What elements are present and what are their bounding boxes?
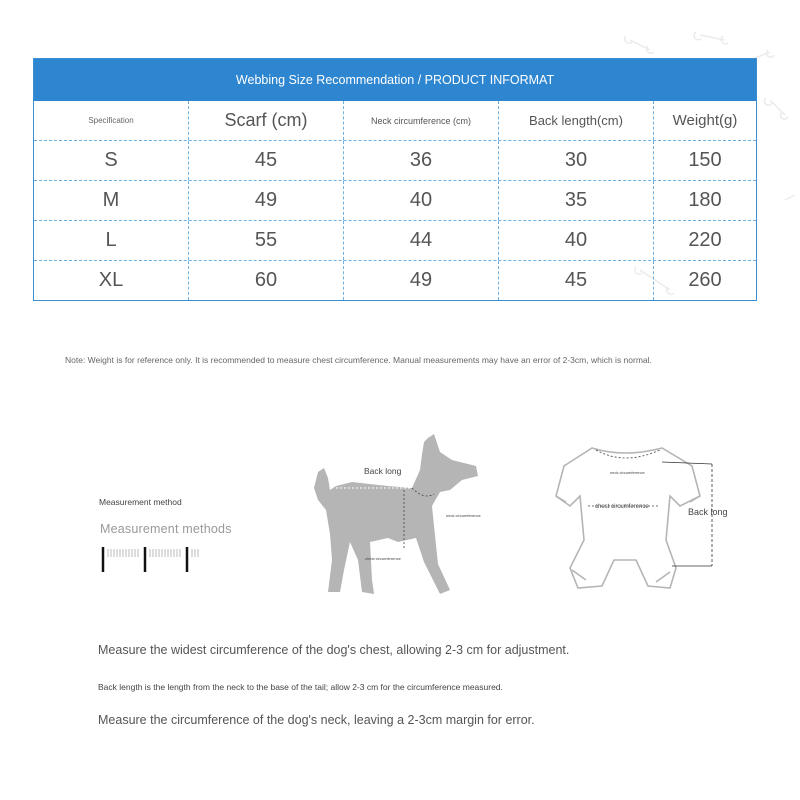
- method-subtitle: Measurement methods: [100, 522, 232, 536]
- table-cell: 45: [188, 141, 343, 180]
- table-row: [34, 140, 756, 180]
- shirt-chest-label: chest circumference: [595, 504, 649, 510]
- table-cell: XL: [98, 269, 124, 291]
- table-header-row: [34, 101, 756, 140]
- tape-measure-icon: [100, 545, 200, 573]
- header-cell: Back length(cm): [498, 101, 653, 140]
- dog-back-label: Back long: [364, 466, 402, 476]
- method-title: Measurement method: [99, 497, 182, 507]
- table-cell: 60: [188, 261, 343, 300]
- table-cell: 180: [653, 181, 756, 220]
- table-cell: 150: [653, 141, 756, 180]
- dog-shirt-diagram: [552, 440, 722, 600]
- table-row: [34, 260, 756, 300]
- instruction-neck: Measure the circumference of the dog's neck, leaving a 2-3cm margin for error.: [98, 713, 535, 727]
- table-cell: 30: [498, 141, 653, 180]
- table-cell: 49: [188, 181, 343, 220]
- table-cell: M: [102, 189, 120, 211]
- table-cell: L: [105, 229, 117, 251]
- table-cell: S: [104, 149, 118, 171]
- instruction-chest: Measure the widest circumference of the dog's chest, allowing 2-3 cm for adjustment.: [98, 643, 570, 657]
- table-cell: 260: [653, 261, 756, 300]
- header-cell: Scarf (cm): [188, 101, 343, 140]
- dog-neck-label: neck circumference: [446, 513, 481, 518]
- header-cell: Weight(g): [653, 101, 756, 140]
- header-cell: Neck circumference (cm): [343, 101, 498, 140]
- shirt-back-label: Back long: [688, 507, 728, 517]
- table-cell: 35: [498, 181, 653, 220]
- instruction-back: Back length is the length from the neck to the base of the tail; allow 2-3 cm for the circumference measured.: [98, 682, 503, 692]
- table-cell: 40: [498, 221, 653, 260]
- table-row: [34, 220, 756, 260]
- table-cell: 220: [653, 221, 756, 260]
- size-table: [33, 58, 757, 301]
- reference-note: Note: Weight is for reference only. It is recommended to measure chest circumference. Manual measurements may have an error of 2-3cm, which is normal.: [65, 355, 652, 365]
- table-row: [34, 180, 756, 220]
- table-cell: 40: [343, 181, 498, 220]
- table-cell: 49: [343, 261, 498, 300]
- header-cell: Specification: [88, 116, 134, 125]
- shirt-neck-label: neck circumference: [610, 470, 645, 475]
- table-cell: 36: [343, 141, 498, 180]
- table-title: Webbing Size Recommendation / PRODUCT INFORMAT: [34, 59, 756, 101]
- table-cell: 45: [498, 261, 653, 300]
- table-cell: 55: [188, 221, 343, 260]
- table-cell: 44: [343, 221, 498, 260]
- dog-chest-label: chest circumference: [365, 556, 401, 561]
